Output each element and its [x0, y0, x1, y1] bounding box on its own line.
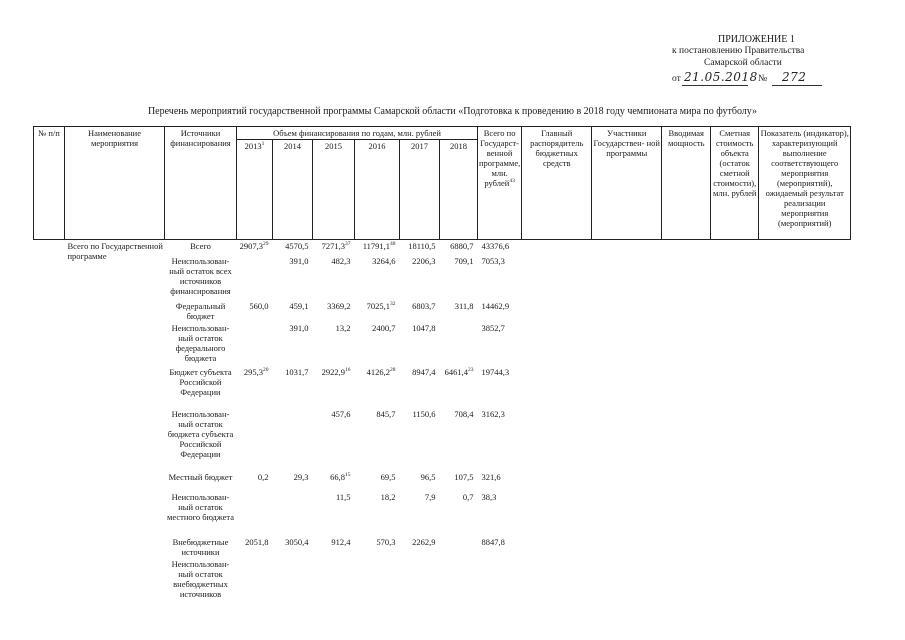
value-text: 11791,1 [362, 241, 390, 251]
row-number-cell [34, 322, 65, 366]
year-value-cell [440, 240, 478, 255]
year-value-cell [273, 366, 313, 408]
year-value-cell [400, 408, 440, 471]
year-value-cell [355, 558, 400, 600]
year-value-cell [355, 366, 400, 408]
handwritten-date: 21.05.2018 [684, 70, 758, 84]
empty-cell [592, 491, 662, 536]
year-value-cell [355, 240, 400, 255]
value-text: 18,2 [380, 491, 396, 502]
region-line: Самарской области [704, 58, 782, 68]
empty-cell [522, 366, 592, 408]
footnote-ref: 48 [390, 241, 396, 248]
empty-cell [711, 491, 759, 536]
funding-source-cell: Неиспользован-ный остаток местного бюджета [167, 491, 234, 522]
year-value-cell [440, 558, 478, 600]
value-text: 2922,9 [321, 366, 345, 377]
year-value-cell [237, 558, 273, 600]
year-value-cell [440, 366, 478, 408]
col-number: № п/п [34, 127, 65, 240]
value-text: 2262,9 [412, 536, 436, 547]
footnote-ref: 20 [263, 366, 269, 373]
handwritten-number: 272 [782, 70, 807, 84]
value-text: 7,9 [424, 491, 436, 502]
empty-cell [592, 471, 662, 491]
value-text: 845,7 [376, 408, 396, 419]
year-value-cell [313, 536, 355, 558]
value-text: 457,6 [331, 408, 351, 419]
total-cell: 14462,9 [481, 300, 510, 311]
empty-cell [662, 366, 711, 408]
row-number-cell [34, 366, 65, 408]
empty-cell [759, 471, 851, 491]
empty-cell [711, 322, 759, 366]
total-cell: 43376,6 [481, 241, 510, 251]
row-number-cell [34, 558, 65, 600]
col-year: 2017 [400, 140, 440, 240]
footnote-ref: 32 [390, 300, 396, 307]
total-cell: 3162,3 [481, 408, 505, 419]
col-capacity: Вводимая мощность [662, 127, 711, 240]
year-value-cell [273, 240, 313, 255]
value-text: 459,1 [289, 300, 309, 311]
year-value-cell [237, 240, 273, 255]
col-administrator: Главный распорядитель бюджетных средств [522, 127, 592, 240]
year-value-cell [273, 536, 313, 558]
year-value-cell [273, 408, 313, 471]
year-value-cell [355, 536, 400, 558]
value-text: 3050,4 [285, 536, 309, 547]
empty-cell [662, 408, 711, 471]
col-participants: Участники Государствен- ной программы [592, 127, 662, 240]
value-text: 391,0 [289, 322, 309, 333]
footnote-ref: 37 [345, 241, 351, 248]
year-value-cell [355, 491, 400, 536]
empty-cell [522, 536, 592, 558]
year-value-cell [237, 536, 273, 558]
value-text: 18110,5 [408, 241, 436, 251]
value-text: 0,7 [462, 491, 474, 502]
total-cell: 38,3 [481, 491, 497, 502]
empty-cell [759, 300, 851, 322]
year-value-cell [400, 300, 440, 322]
year-value-cell [400, 558, 440, 600]
value-text: 7271,3 [321, 241, 345, 251]
total-cell: 321,6 [481, 471, 501, 482]
date-prefix: от [672, 74, 681, 84]
funding-source-cell: Неиспользован-ный остаток федерального бюджета [171, 322, 230, 363]
year-value-cell [273, 558, 313, 600]
empty-cell [592, 408, 662, 471]
total-cell [478, 558, 522, 600]
empty-cell [711, 558, 759, 600]
value-text: 107,5 [454, 471, 474, 482]
empty-cell [711, 366, 759, 408]
year-value-cell [355, 300, 400, 322]
empty-cell [522, 300, 592, 322]
funding-source-cell: Местный бюджет [168, 471, 233, 482]
year-value-cell [237, 322, 273, 366]
year-value-cell [440, 471, 478, 491]
footnote-ref: 15 [345, 471, 351, 478]
value-text: 1031,7 [285, 366, 309, 377]
year-value-cell [237, 255, 273, 300]
year-value-cell [355, 322, 400, 366]
empty-cell [662, 300, 711, 322]
year-value-cell [273, 471, 313, 491]
empty-cell [522, 471, 592, 491]
empty-cell [662, 255, 711, 300]
value-text: 311,8 [454, 300, 474, 311]
year-value-cell [400, 536, 440, 558]
value-text: 6461,4 [444, 366, 468, 377]
empty-cell [592, 322, 662, 366]
value-text: 2400,7 [372, 322, 396, 333]
year-value-cell [400, 240, 440, 255]
empty-cell [592, 240, 662, 255]
row-number-cell [34, 240, 65, 255]
value-text: 295,3 [243, 366, 263, 377]
total-cell: 8847,8 [481, 536, 505, 547]
total-cell: 3852,7 [481, 322, 505, 333]
year-value-cell [237, 366, 273, 408]
empty-cell [592, 366, 662, 408]
empty-cell [711, 536, 759, 558]
empty-cell [759, 408, 851, 471]
row-number-cell [34, 300, 65, 322]
row-number-cell [34, 536, 65, 558]
value-text: 29,3 [293, 471, 309, 482]
total-cell: 7053,3 [481, 255, 505, 266]
year-value-cell [355, 471, 400, 491]
value-text: 4126,2 [366, 366, 390, 377]
empty-cell [592, 558, 662, 600]
value-text: 66,8 [330, 471, 345, 482]
empty-cell [662, 558, 711, 600]
empty-cell [592, 536, 662, 558]
col-year: 2016 [355, 140, 400, 240]
value-text: 1150,6 [412, 408, 436, 419]
value-text: 708,4 [454, 408, 474, 419]
year-value-cell [440, 408, 478, 471]
col-estimate: Сметная стоимость объекта (остаток сметной стоимости), млн. рублей [711, 127, 759, 240]
year-value-cell [313, 491, 355, 536]
row-number-cell [34, 255, 65, 300]
year-value-cell [313, 322, 355, 366]
number-prefix: № [758, 74, 768, 84]
year-value-cell [355, 408, 400, 471]
empty-cell [759, 491, 851, 536]
date-underline [682, 85, 748, 86]
value-text: 0,2 [257, 471, 269, 482]
year-value-cell [313, 240, 355, 255]
appendix-label: ПРИЛОЖЕНИЕ 1 [718, 34, 795, 45]
empty-cell [711, 255, 759, 300]
value-text: 391,0 [289, 255, 309, 266]
value-text: 709,1 [454, 255, 474, 266]
value-text: 69,5 [380, 471, 396, 482]
value-text: 482,3 [331, 255, 351, 266]
year-value-cell [313, 408, 355, 471]
year-value-cell [440, 300, 478, 322]
col-year: 2015 [313, 140, 355, 240]
year-value-cell [313, 366, 355, 408]
col-sources: Источники финансирования [165, 127, 237, 240]
empty-cell [522, 408, 592, 471]
funding-source-cell: Бюджет субъекта Российской Федерации [169, 366, 232, 397]
footnote-ref: 29 [263, 241, 269, 248]
empty-cell [711, 300, 759, 322]
year-value-cell [313, 558, 355, 600]
year-value-cell [313, 471, 355, 491]
value-text: 2051,8 [245, 536, 269, 547]
row-number-cell [34, 491, 65, 536]
funding-source-cell: Неиспользован-ный остаток внебюджетных источников [171, 558, 230, 599]
value-text: 6880,7 [450, 241, 474, 251]
col-indicator: Показатель (индикатор), характеризующий выполнение соответствующего мероприятия (мероприятий), ожидаемый результат реализации мероприятия (мероприятий) [759, 127, 851, 240]
empty-cell [711, 408, 759, 471]
year-value-cell [440, 491, 478, 536]
year-value-cell [273, 300, 313, 322]
col-funding-group: Объем финансирования по годам, млн. рублей [237, 127, 478, 140]
value-text: 96,5 [420, 471, 436, 482]
funding-source-cell: Федеральный бюджет [175, 300, 226, 321]
year-value-cell [400, 322, 440, 366]
year-value-cell [237, 408, 273, 471]
empty-cell [662, 536, 711, 558]
table-row [34, 240, 851, 255]
year-value-cell [355, 255, 400, 300]
value-text: 2206,3 [412, 255, 436, 266]
value-text: 560,0 [249, 300, 269, 311]
funding-source-cell: Всего [190, 241, 211, 251]
empty-cell [759, 240, 851, 255]
col-year: 2018 [440, 140, 478, 240]
funding-source-cell: Неиспользован-ный остаток всех источников финансирования [169, 255, 232, 296]
empty-cell [662, 240, 711, 255]
value-text: 13,2 [335, 322, 351, 333]
empty-cell [711, 471, 759, 491]
value-text: 7025,1 [366, 300, 390, 311]
value-text: 912,4 [331, 536, 351, 547]
year-value-cell [237, 471, 273, 491]
value-text: 1047,8 [412, 322, 436, 333]
year-value-cell [440, 322, 478, 366]
footnote-ref: 16 [345, 366, 351, 373]
total-cell: 19744,3 [481, 366, 510, 377]
year-value-cell [237, 300, 273, 322]
year-value-cell [400, 471, 440, 491]
empty-cell [662, 491, 711, 536]
empty-cell [522, 322, 592, 366]
year-value-cell [313, 255, 355, 300]
year-value-cell [400, 366, 440, 408]
empty-cell [522, 255, 592, 300]
value-text: 8947,4 [412, 366, 436, 377]
empty-cell [759, 366, 851, 408]
empty-cell [592, 300, 662, 322]
col-year: 2014 [273, 140, 313, 240]
empty-cell [759, 558, 851, 600]
funding-source-cell: Внебюджетные источники [172, 536, 229, 557]
value-text: 6803,7 [412, 300, 436, 311]
col-name: Наименование мероприятия [65, 127, 165, 240]
value-text: 11,5 [335, 491, 351, 502]
col-total: Всего по Государст- венной программе, млн. рублей$^{43}$ [478, 127, 522, 240]
year-value-cell [400, 491, 440, 536]
document-title: Перечень мероприятий государственной программы Самарской области «Подготовка к проведению в 2018 году чемпионата мира по футболу» [147, 106, 758, 117]
year-value-cell [400, 255, 440, 300]
year-value-cell [237, 491, 273, 536]
year-value-cell [273, 255, 313, 300]
year-value-cell [273, 322, 313, 366]
row-number-cell [34, 408, 65, 471]
year-value-cell [440, 536, 478, 558]
empty-cell [759, 322, 851, 366]
empty-cell [711, 240, 759, 255]
empty-cell [662, 322, 711, 366]
empty-cell [522, 558, 592, 600]
resolution-line: к постановлению Правительства [672, 46, 805, 56]
footnote-ref: 28 [390, 366, 396, 373]
empty-cell [592, 255, 662, 300]
empty-cell [759, 255, 851, 300]
value-text: 570,3 [376, 536, 396, 547]
section-name-cell: Всего по Государственной программе [67, 241, 163, 261]
program-activities-table [33, 126, 851, 600]
empty-cell [522, 491, 592, 536]
year-value-cell [440, 255, 478, 300]
value-text: 3264,6 [372, 255, 396, 266]
year-value-cell [273, 491, 313, 536]
value-text: 3369,2 [327, 300, 351, 311]
value-text: 4570,5 [285, 241, 309, 251]
empty-cell [662, 471, 711, 491]
year-value-cell [313, 300, 355, 322]
empty-cell [759, 536, 851, 558]
row-number-cell [34, 471, 65, 491]
footnote-ref: 23 [468, 366, 474, 373]
funding-source-cell: Неиспользован-ный остаток бюджета субъекта Российской Федерации [167, 408, 234, 459]
empty-cell [522, 240, 592, 255]
col-year: 2013$^1$ [237, 140, 273, 240]
value-text: 2907,3 [239, 241, 263, 251]
number-underline [772, 85, 822, 86]
